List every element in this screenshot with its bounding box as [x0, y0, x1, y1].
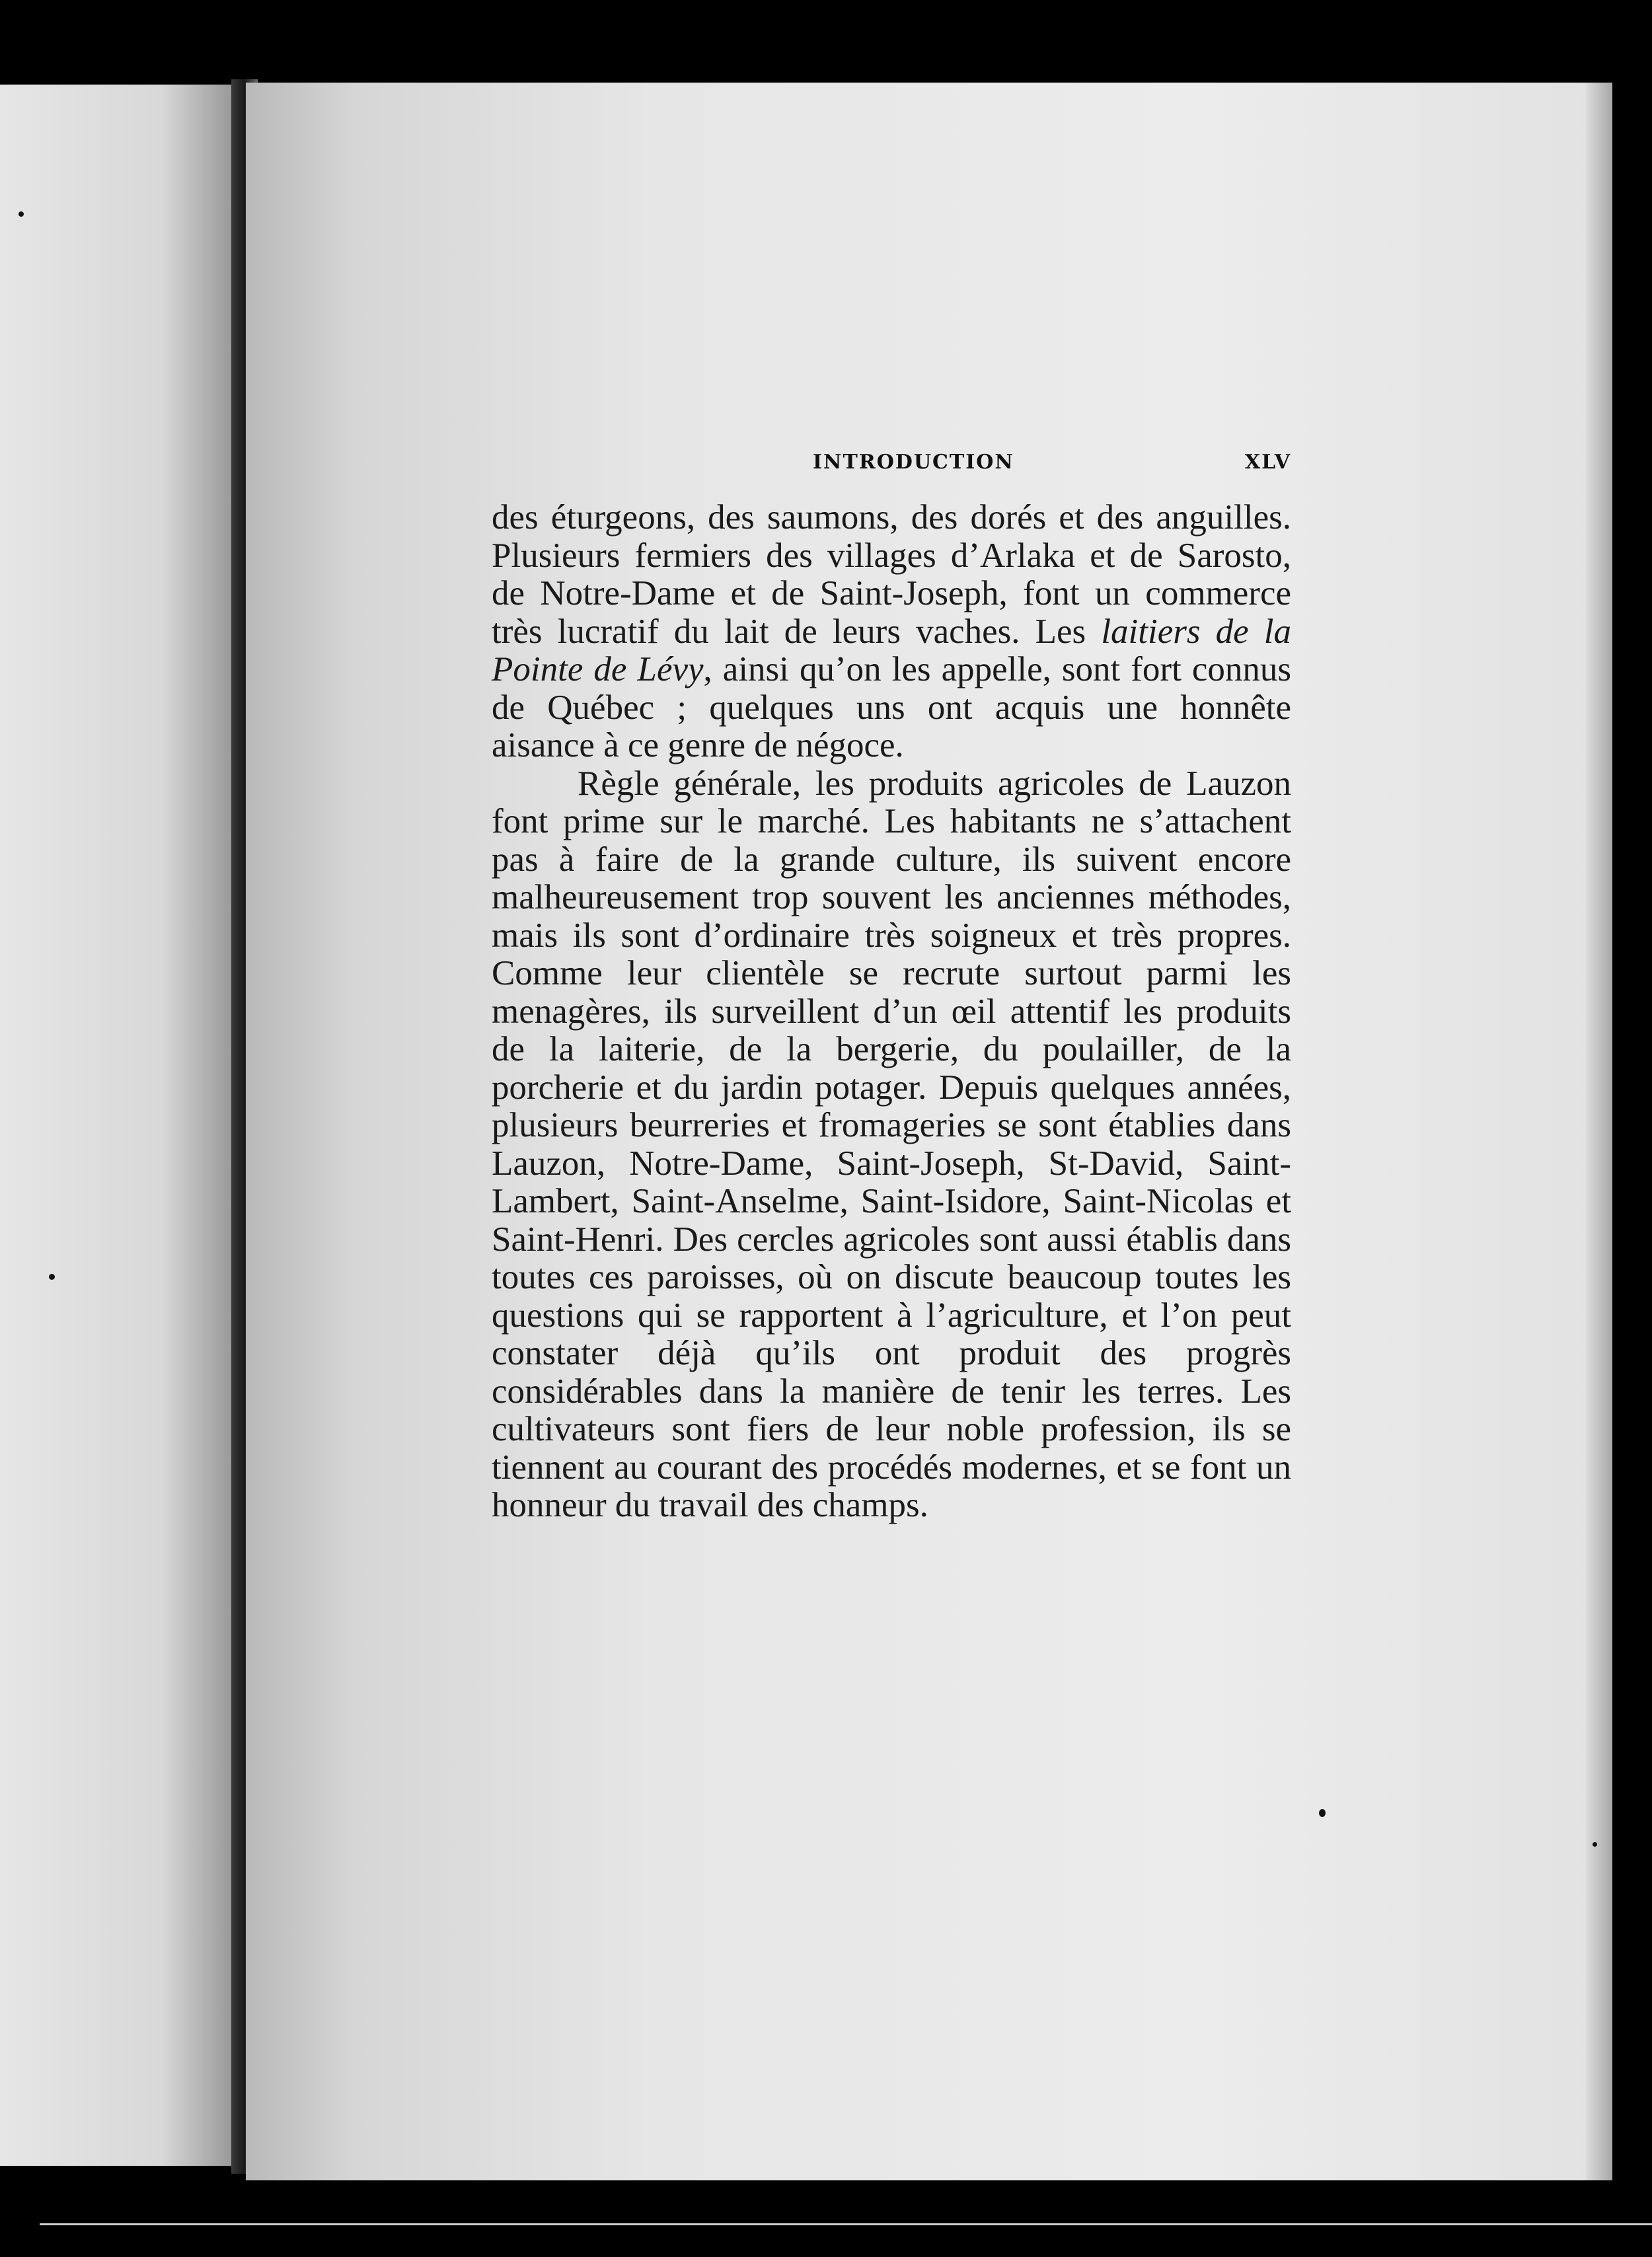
italic-text-run: laitiers de la Pointe de Lévy: [492, 612, 1291, 688]
page-number: XLV: [1244, 451, 1291, 474]
page-right-edge-shadow: [1586, 83, 1612, 2180]
running-head-title: INTRODUCTION: [813, 451, 1014, 474]
text-run: , ainsi qu’on les appelle, sont fort connus de Québec ; quelques uns ont acquis une honnête aisance à ce genre de négoce.: [492, 650, 1292, 764]
running-head: [492, 443, 1291, 482]
text-run: des éturgeons, des saumons, des dorés et des anguilles. Plusieurs fermiers des villages d’Arlaka et de Sarosto, de Notre-Dame et de Saint-Joseph, font un commerce très lucratif du lait de leurs vaches. Les: [492, 498, 1291, 651]
scan-bottom-rule: [40, 2223, 1652, 2225]
paragraph: [492, 765, 1291, 1525]
paragraph: [492, 499, 1291, 765]
left-page-speck: [49, 1274, 55, 1280]
text-run: Règle générale, les produits agricoles de Lauzon font prime sur le marché. Les habitants ne s’attachent pas à faire de la grande culture, ils suivent encore malheureusement trop souvent les anciennes méthodes, mais ils sont d’ordinaire très soigneux et très propres. Comme leur clientèle se recrute surtout parmi les menagères, ils surveillent d’un œil attentif les produits de la laiterie, de la bergerie, du poulailler, de la porcherie et du jardin potager. Depuis quelques années, plusieurs beurreries et fromageries se sont établies dans Lauzon, Notre-Dame, Saint-Joseph, St-David, Saint-Lambert, Saint-Anselme, Saint-Isidore, Saint-Nicolas et Saint-Henri. Des cercles agricoles sont aussi établis dans toutes ces paroisses, où on discute beaucoup toutes les questions qui se rapportent à l’agriculture, et l’on peut constater déjà qu’ils ont produit des progrès considérables dans la manière de tenir les terres. Les cultivateurs sont fiers de leur noble profession, ils se tiennent au courant des procédés modernes, et se font un honneur du travail des champs.: [492, 764, 1291, 1524]
left-page-edge: [0, 85, 231, 2166]
page-speck: [1593, 1842, 1597, 1847]
left-page-speck: [19, 211, 24, 217]
page-speck: [1319, 1809, 1326, 1817]
body-text: [492, 499, 1291, 1525]
